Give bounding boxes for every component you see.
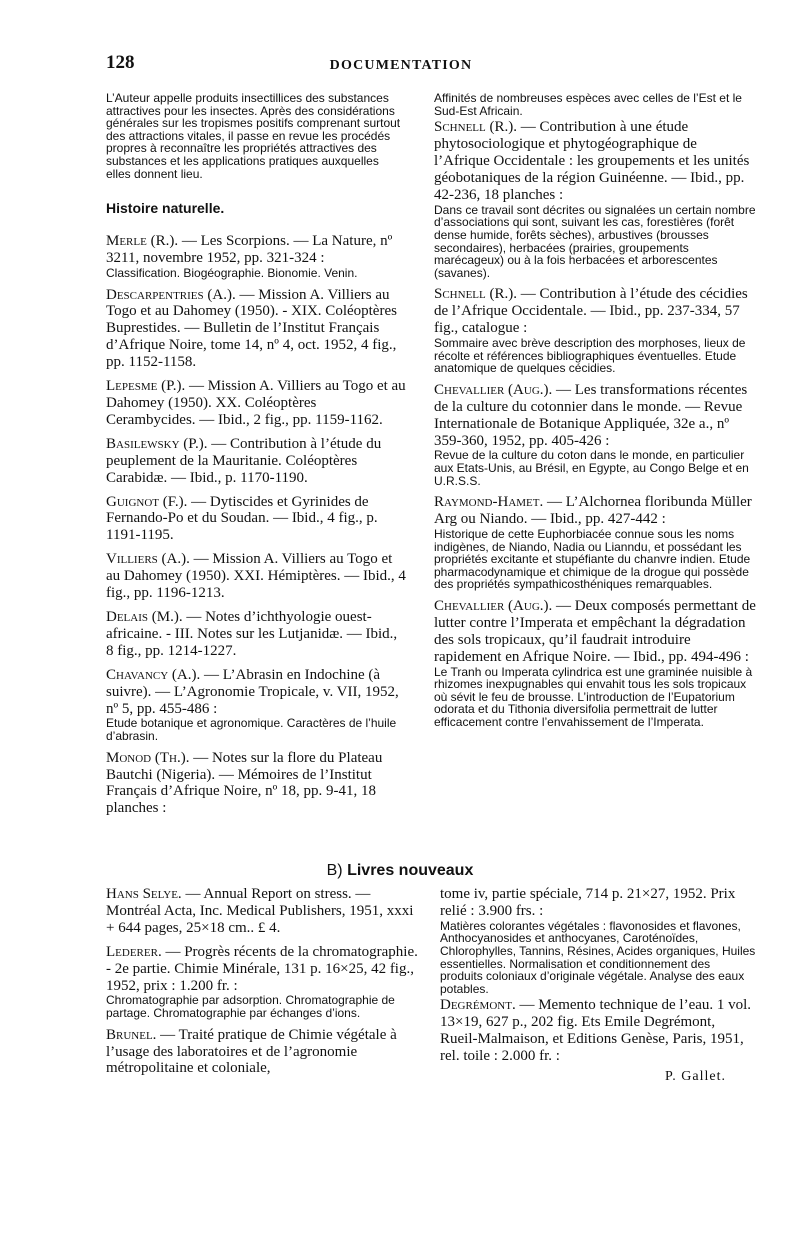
entry-author: Raymond-Hamet.: [434, 494, 544, 511]
left-column: [106, 92, 406, 817]
bibliography-entry: [106, 1027, 418, 1078]
entry-summary: Etude botanique et agronomique. Caractères de l’huile d’abrasin.: [106, 716, 397, 743]
books-left-column: [106, 886, 418, 1077]
entry-citation: — Les transformations récentes de la culture du cotonnier dans le monde. — Revue Internationale de Botanique Appliquée, 32e a., nº 359-360, 1952, pp. 405-426 :: [434, 381, 748, 449]
entry-citation: — Mission A. Villiers au Togo et au Dahomey (1950). XXI. Hémiptères. — Ibid., 4 fig., pp. 1196-1213.: [106, 551, 406, 602]
bibliography-entry: [434, 382, 756, 450]
entry-citation: — Notes sur la flore du Plateau Bautchi (Nigeria). — Mémoires de l’Institut Français d’Afrique Noire, nº 18, pp. 9-41, 18 planches :: [106, 749, 383, 817]
entry-author: Hans Selye.: [106, 886, 182, 902]
entry-citation: — Les Scorpions. — La Nature, nº 3211, novembre 1952, pp. 321-324 :: [106, 233, 393, 267]
books-left-entries: [106, 886, 418, 1077]
right-column: [434, 92, 756, 731]
entry-citation: — Notes d’ichthyologie ouest-africaine. - III. Notes sur les Lutjanidæ. — Ibid., 8 fig., pp. 1214-1227.: [106, 608, 398, 659]
entry-citation: — Mission A. Villiers au Togo et au Dahomey (1950). XX. Coléoptères Cerambycides. — Ibid., 2 fig., pp. 1159-1162.: [106, 378, 406, 428]
intro-summary: L’Auteur appelle produits insectillices des substances attractives pour les insectes. Après des considérations générales sur les tropismes positifs comprenant surtout des attractions vitales, il passe en revue les procédés propres à reconnaître les propriétés attractives des substances et les applications pratiques auxquelles elles donnent lieu.: [106, 91, 401, 181]
entry-summary: Dans ce travail sont décrites ou signalées un certain nombre d’associations qui sont, suivant les cas, forestières (forêt dense humide, forêts sèches), arbustives (brousses secondaires), herbacées (prairies, groupements marécageux) ou à la fois herbacées et arborescentes (savanes).: [434, 202, 756, 280]
entry-citation: — L’Abrasin en Indochine (à suivre). — L’Agronomie Tropicale, v. VII, 1952, nº 5, pp. 455-486 :: [106, 666, 399, 717]
bibliography-entry: [106, 378, 406, 429]
entry-citation: — Contribution à l’étude du peuplement de la Mauritanie. Coléoptères Carabidæ. — Ibid., p. 1170-1190.: [106, 435, 382, 486]
entry-citation: — Contribution à l’étude des cécidies de l’Afrique Occidentale. — Ibid., pp. 237-334, 57 fig., catalogue :: [434, 286, 748, 337]
entry-summary: Classification. Biogéographie. Bionomie. Venin.: [106, 265, 358, 280]
bibliography-entry: [106, 436, 406, 487]
entry-author: Chevallier (Aug.).: [434, 597, 553, 614]
section-heading-histoire-naturelle: Histoire naturelle.: [106, 200, 225, 217]
books-right-column: [440, 886, 756, 1085]
section-b-title: [0, 862, 800, 880]
bibliography-entry: [106, 886, 418, 937]
entry-author: Basilewsky (P.).: [106, 435, 208, 452]
entry-author: Monod (Th.).: [106, 749, 190, 766]
entry-summary: Sommaire avec brève description des morphoses, lieux de récolte et références bibliographiques éventuelles. Etude anatomique de quelques cécidies.: [434, 336, 746, 376]
entry-author: Villiers (A.).: [106, 551, 190, 568]
entry-author: Degrémont.: [440, 997, 516, 1014]
entry-author: Chavancy (A.).: [106, 666, 201, 683]
bibliography-entry: [434, 494, 756, 528]
entry-summary: Historique de cette Euphorbiacée connue sous les noms indigènes, de Niando, Nadia ou Lianndu, et possédant les propriétés excitante et stupéfiante du chanvre indien. Etude pharmacodynamique et chimique de la drogue qui possède des propriétés sympathicosthéniques remarquables.: [434, 527, 751, 592]
carry-over-summary: Affinités de nombreuses espèces avec celles de l’Est et le Sud-Est Africain.: [434, 91, 742, 118]
entry-author: Merle (R.).: [106, 233, 179, 250]
entry-summary: Chromatographie par adsorption. Chromatographie de partage. Chromatographie par échanges d’ions.: [106, 993, 395, 1021]
bibliography-entry: [106, 287, 406, 372]
brunel-summary: Matières colorantes végétales : flavonosides et flavones, Anthocyanosides et anthocyanes, Caroténoïdes, Chlorophylles, Tannins, Résines, Acides organiques, Huiles essentielles. Normalisation et conditionnement des produits coloniaux d’originale végétale. Analyse des eaux potables.: [440, 918, 756, 996]
entry-citation: — L’Alchornea floribunda Müller Arg ou Niando. — Ibid., pp. 427-442 :: [434, 494, 752, 528]
entry-citation: — Progrès récents de la chromatographie. - 2e partie. Chimie Minérale, 131 p. 16×25, 42 fig., 1952, prix : 1.200 fr. :: [106, 943, 418, 994]
books-right-entries: [440, 997, 756, 1065]
entry-author: Schnell (R.).: [434, 286, 517, 303]
entry-citation: — Annual Report on stress. — Montréal Acta, Inc. Medical Publishers, 1951, xxxi + 644 pages, 25×18 cm.. £ 4.: [106, 886, 414, 936]
bibliography-entry: [106, 233, 406, 267]
bibliography-entry: [106, 944, 418, 995]
entry-author: Lederer.: [106, 943, 162, 960]
running-title: DOCUMENTATION: [329, 58, 473, 73]
signature: P. Gallet.: [665, 1069, 726, 1084]
entry-citation: — Memento technique de l’eau. 1 vol. 13×19, 627 p., 202 fig. Ets Emile Degrémont, Rueil-Malmaison, et Editions Genèse, Paris, 1951, rel. toile : 2.000 fr. :: [440, 997, 752, 1065]
entry-author: Brunel.: [106, 1026, 157, 1043]
bibliography-entry: [440, 997, 756, 1065]
entry-citation: — Deux composés permettant de lutter contre l’Imperata et empêchant la dégradation des sols tropicaux, qu’il faudrait introduire rapidement en Afrique Noire. — Ibid., pp. 494-496 :: [434, 597, 756, 665]
bibliography-entry: [106, 609, 406, 660]
entry-citation: — Traité pratique de Chimie végétale à l’usage des laboratoires et de l’agronomie métropolitaine et coloniale,: [106, 1026, 397, 1077]
entry-author: Guignot (F.).: [106, 493, 188, 510]
entry-citation: — Contribution à une étude phytosociologique et phytogéographique de l’Afrique Occidentale : les groupements et les unités géobotaniques de la région Guinéenne. — Ibid., pp. 42-236, 18 planches :: [434, 119, 750, 203]
entry-summary: Revue de la culture du coton dans le monde, en particulier aux Etats-Unis, au Brésil, en Egypte, au Congo Belge et en U.R.S.S.: [434, 448, 749, 488]
bibliography-entry: [434, 598, 756, 666]
entry-author: Chevallier (Aug.).: [434, 381, 553, 398]
entry-summary: Le Tranh ou Imperata cylindrica est une graminée nuisible à rhizomes inexpugnables qui envahit tous les sols tropicaux où sévit le feu de brousse. L’introduction de l’Eupatorium odorata et du Tithonia diversifolia permettrait de lutter efficacement contre l’envahissement de l’Imperata.: [434, 664, 753, 729]
section-b-label: B): [326, 862, 343, 879]
bibliography-entry: [106, 667, 406, 718]
entry-citation: — Dytiscides et Gyrinides de Fernando-Po et du Soudan. — Ibid., 4 fig., p. 1191-1195.: [106, 493, 378, 544]
bibliography-entry: [106, 494, 406, 545]
entry-author: Schnell (R.).: [434, 119, 517, 136]
right-entries: [434, 119, 756, 728]
bibliography-entry: [106, 750, 406, 818]
bibliography-entry: [434, 286, 756, 337]
brunel-continuation: tome iv, partie spéciale, 714 p. 21×27, 1952. Prix relié : 3.900 frs. :: [440, 886, 736, 919]
bibliography-entry: [106, 551, 406, 602]
section-b-heading: Livres nouveaux: [347, 862, 474, 879]
entry-author: Delais (M.).: [106, 608, 183, 625]
page-header: [106, 52, 696, 82]
entry-citation: — Mission A. Villiers au Togo et au Dahomey (1950). - XIX. Coléoptères Buprestides. — Bulletin de l’Institut Français d’Afrique Noire, tome 14, nº 4, oct. 1952, 4 fig., pp. 1152-1158.: [106, 286, 397, 371]
bibliography-entry: [434, 119, 756, 204]
left-entries: [106, 233, 406, 817]
entry-author: Descarpentries (A.).: [106, 286, 236, 303]
page-number: 128: [106, 52, 135, 73]
entry-author: Lepesme (P.).: [106, 378, 186, 395]
